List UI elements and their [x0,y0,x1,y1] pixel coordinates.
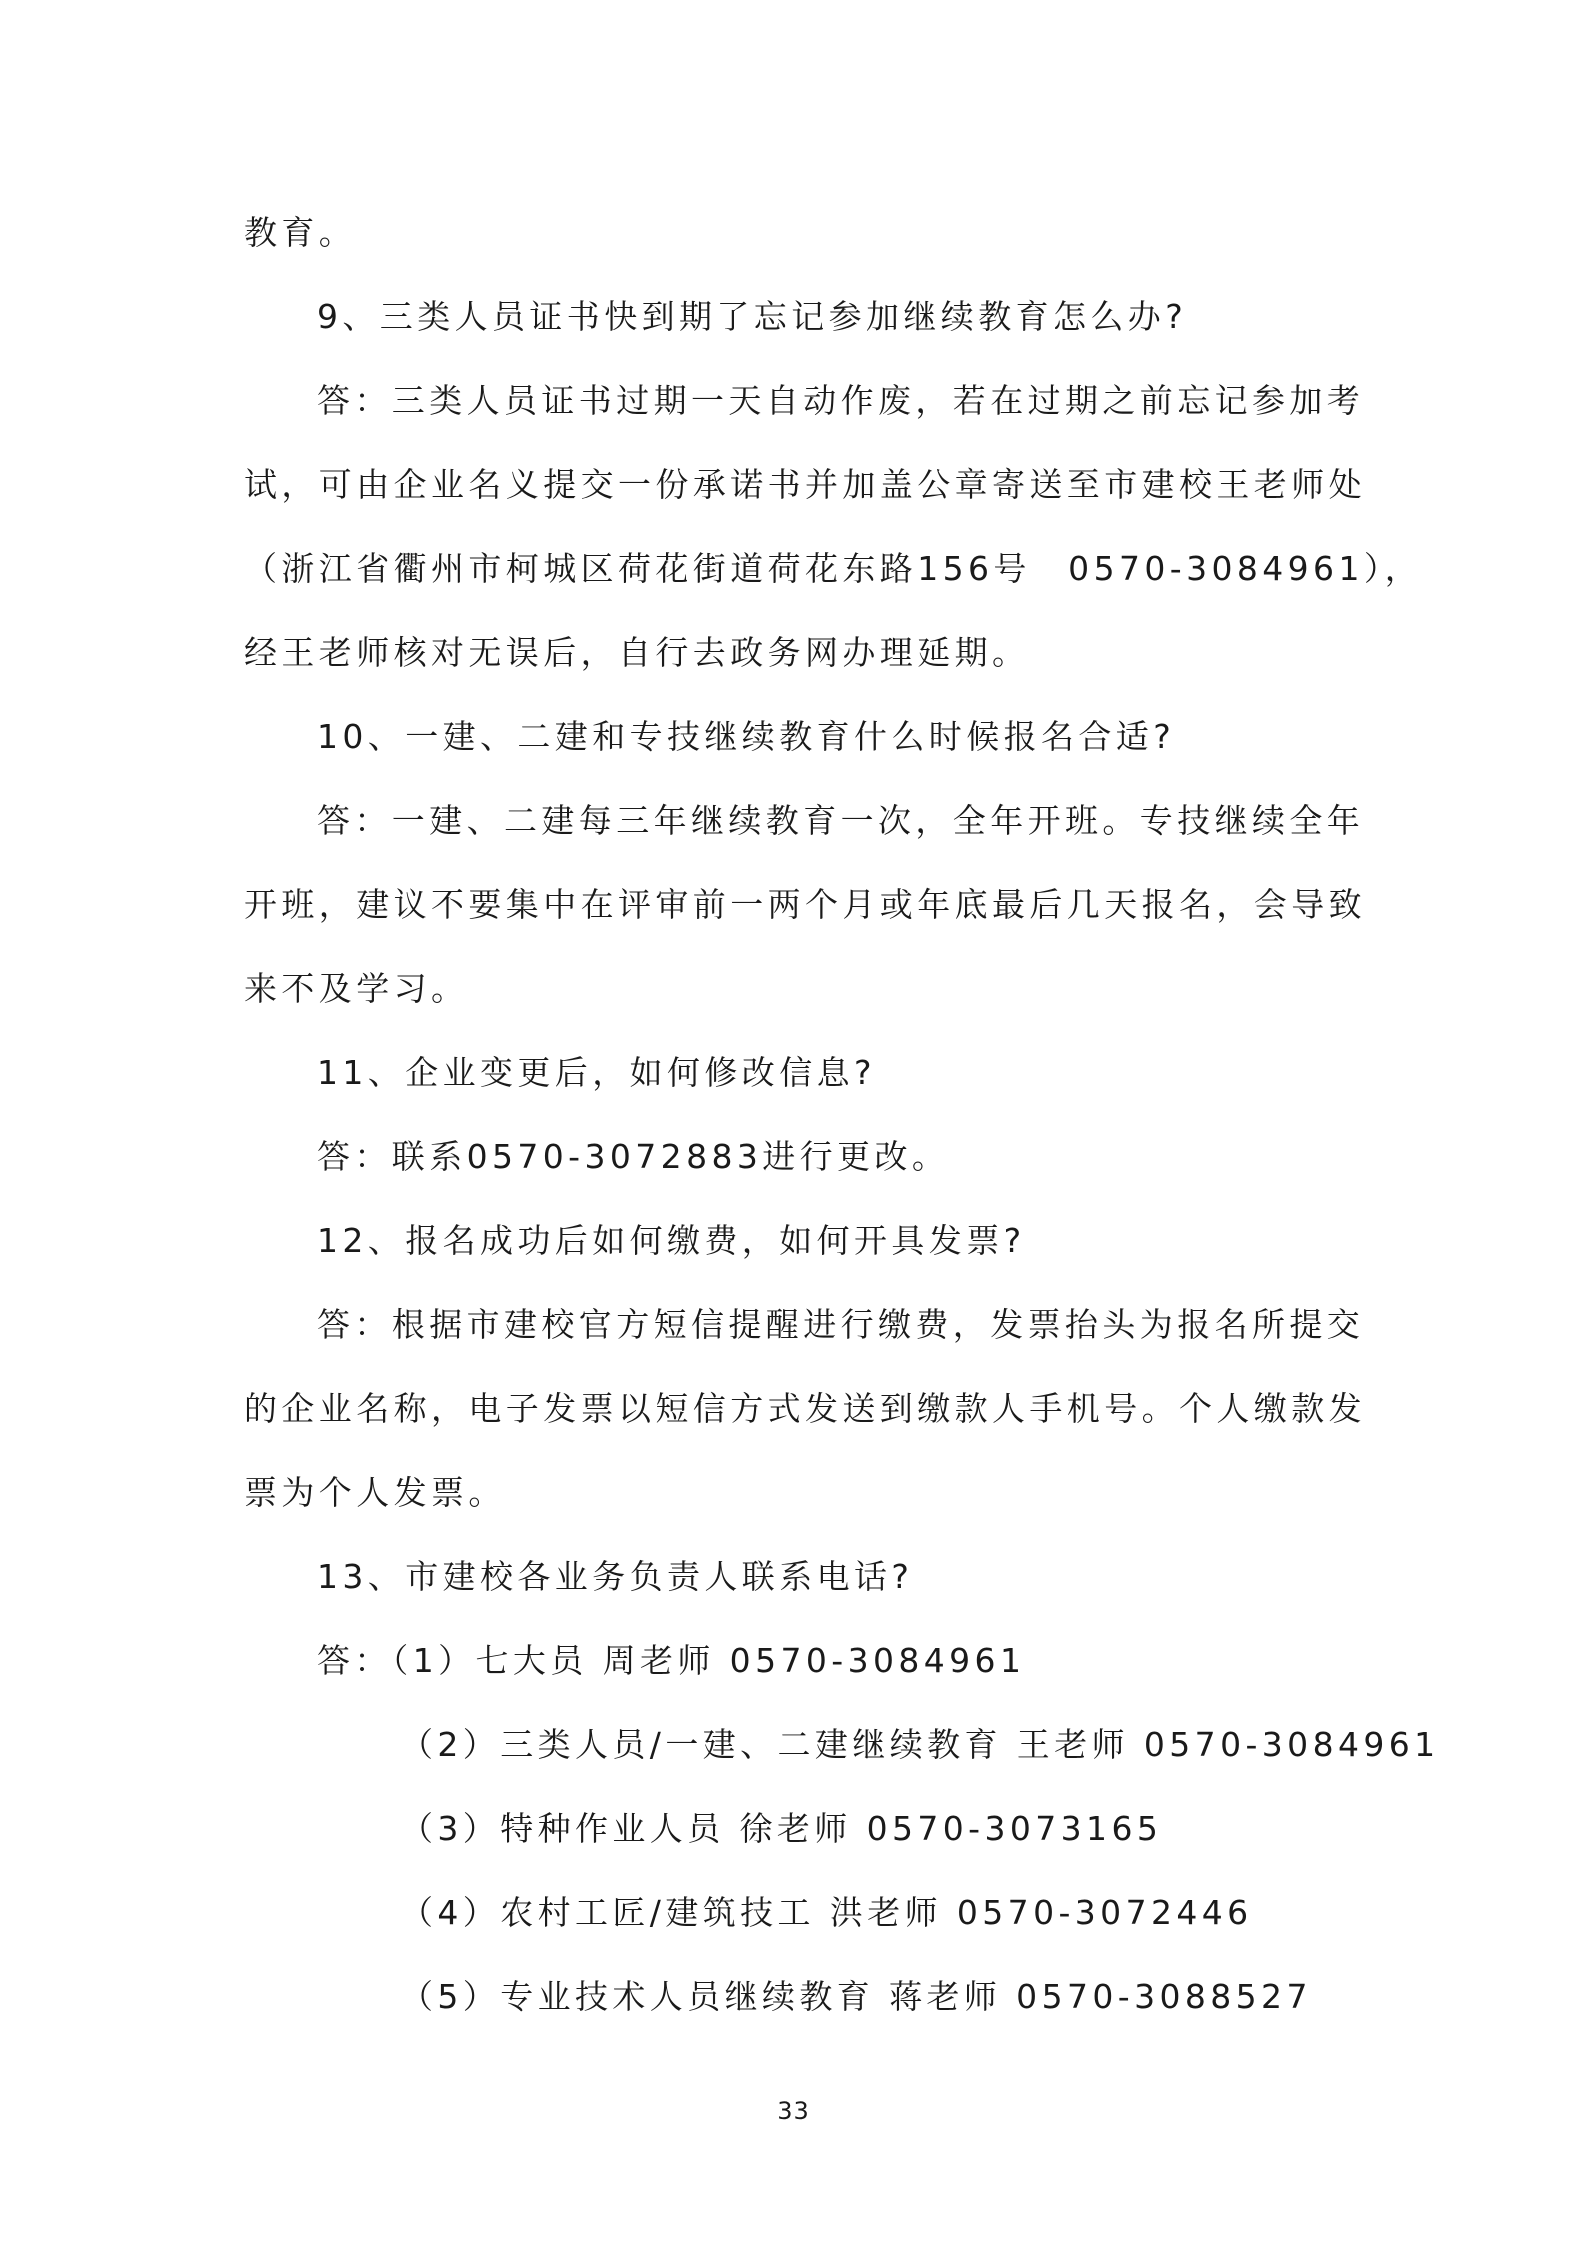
text-line-16: 票为个人发票。 [244,1473,506,1512]
text-line-10: 来不及学习。 [244,969,469,1008]
text-line-8: 答：一建、二建每三年继续教育一次，全年开班。专技继续全年 [317,801,1365,840]
text-line-19: （2）三类人员/一建、二建继续教育 王老师 0570-3084961 [400,1725,1440,1764]
text-line-3: 答：三类人员证书过期一天自动作废，若在过期之前忘记参加考 [317,381,1365,420]
text-line-4: 试，可由企业名义提交一份承诺书并加盖公章寄送至市建校王老师处 [244,465,1366,504]
text-line-18: 答：（1）七大员 周老师 0570-3084961 [317,1641,1026,1680]
page-number: 33 [777,2097,810,2125]
text-line-15: 的企业名称，电子发票以短信方式发送到缴款人手机号。个人缴款发 [244,1389,1366,1428]
text-line-14: 答：根据市建校官方短信提醒进行缴费，发票抬头为报名所提交 [317,1305,1365,1344]
text-line-20: （3）特种作业人员 徐老师 0570-3073165 [400,1809,1163,1848]
text-line-7: 10、一建、二建和专技继续教育什么时候报名合适? [317,717,1176,756]
text-line-9: 开班，建议不要集中在评审前一两个月或年底最后几天报名，会导致 [244,885,1366,924]
text-line-21: （4）农村工匠/建筑技工 洪老师 0570-3072446 [400,1893,1253,1932]
text-line-1: 教育。 [244,213,357,252]
text-line-11: 11、企业变更后，如何修改信息? [317,1053,876,1092]
text-line-22: （5）专业技术人员继续教育 蒋老师 0570-3088527 [400,1977,1312,2016]
text-line-13: 12、报名成功后如何缴费，如何开具发票? [317,1221,1026,1260]
text-line-6: 经王老师核对无误后，自行去政务网办理延期。 [244,633,1030,672]
text-line-5: （浙江省衢州市柯城区荷花街道荷花东路156号 0570-3084961）， [244,549,1423,588]
text-line-17: 13、市建校各业务负责人联系电话? [317,1557,914,1596]
text-line-2: 9、三类人员证书快到期了忘记参加继续教育怎么办? [317,297,1188,336]
text-line-12: 答：联系0570-3072883进行更改。 [317,1137,950,1176]
